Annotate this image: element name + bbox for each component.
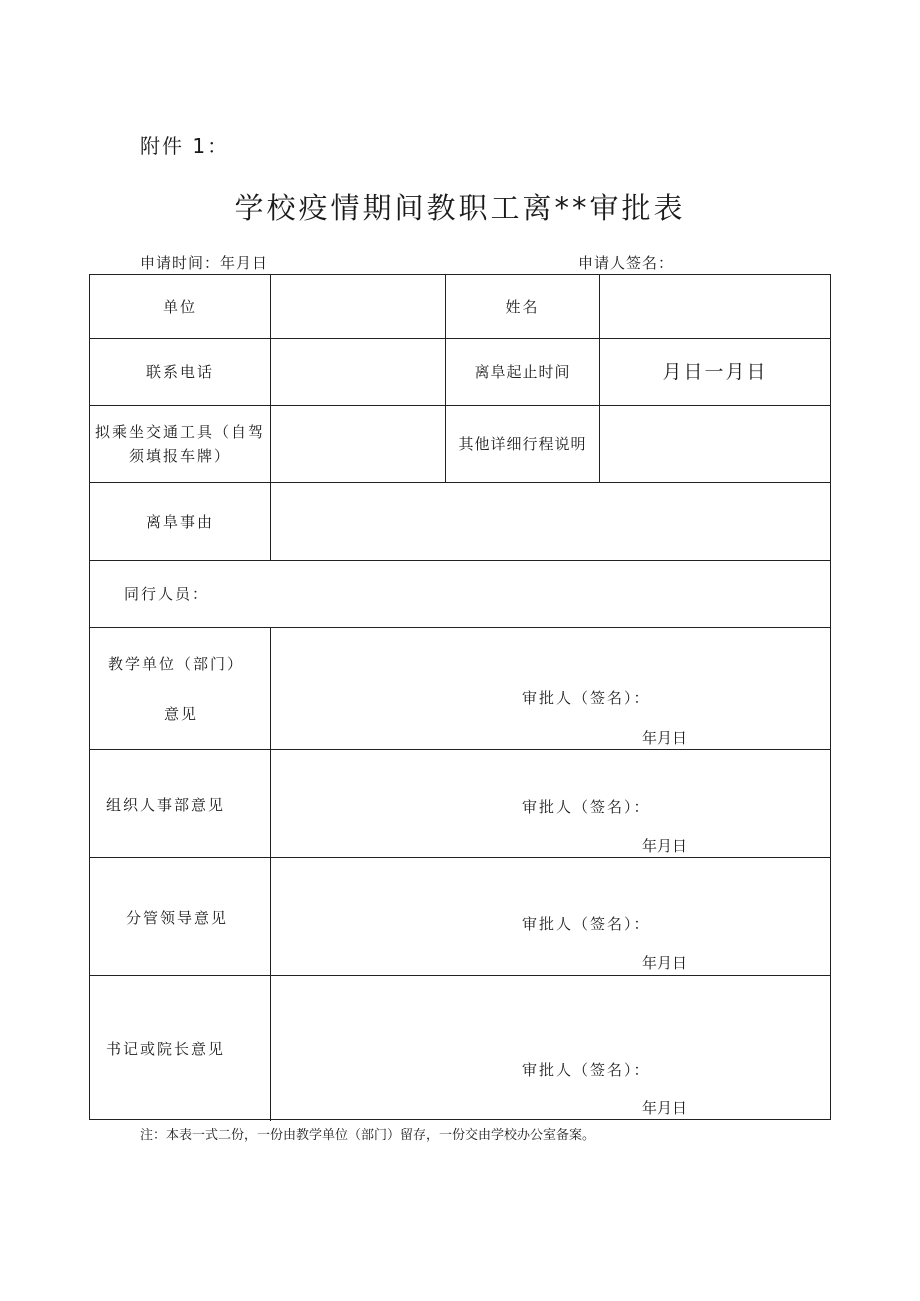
apply-time: 申请时间：年月日 bbox=[140, 254, 269, 272]
approval-table bbox=[89, 274, 831, 1120]
teaching-unit-opinion-label-2: 意见 bbox=[164, 705, 199, 723]
leave-period-value[interactable]: 月日一月日 bbox=[662, 360, 768, 383]
teaching-unit-opinion-label: 教学单位（部门） bbox=[108, 655, 245, 673]
form-title: 学校疫情期间教职工离**审批表 bbox=[234, 191, 686, 225]
approver-signature: 审批人（签名）： bbox=[522, 1061, 651, 1079]
itinerary-input[interactable] bbox=[600, 406, 830, 482]
applicant-signature: 申请人签名： bbox=[578, 254, 675, 272]
leader-opinion-label: 分管领导意见 bbox=[126, 909, 229, 927]
companions-label: 同行人员： bbox=[124, 585, 210, 603]
unit-input[interactable] bbox=[271, 275, 445, 338]
row-divider bbox=[90, 627, 830, 628]
row-divider bbox=[90, 857, 830, 858]
name-label: 姓名 bbox=[505, 297, 540, 316]
attachment-label: 附件 1： bbox=[140, 134, 230, 158]
name-input[interactable] bbox=[600, 275, 830, 338]
approval-date: 年月日 bbox=[642, 954, 688, 972]
approval-date: 年月日 bbox=[642, 1099, 688, 1117]
approval-date: 年月日 bbox=[642, 729, 688, 747]
phone-input[interactable] bbox=[271, 339, 445, 405]
transport-label: 拟乘坐交通工具（自驾须填报车牌） bbox=[94, 423, 265, 465]
row-divider bbox=[90, 560, 830, 561]
phone-label: 联系电话 bbox=[145, 363, 214, 381]
approver-signature: 审批人（签名）： bbox=[522, 798, 651, 816]
approval-date: 年月日 bbox=[642, 837, 688, 855]
reason-label: 离阜事由 bbox=[145, 512, 214, 531]
col-divider bbox=[270, 627, 271, 1121]
approver-signature: 审批人（签名）： bbox=[522, 689, 651, 707]
row-divider bbox=[90, 749, 830, 750]
approver-signature: 审批人（签名）： bbox=[522, 915, 651, 933]
president-opinion-label: 书记或院长意见 bbox=[106, 1040, 226, 1058]
reason-input[interactable] bbox=[271, 483, 830, 560]
itinerary-label: 其他详细行程说明 bbox=[458, 435, 587, 453]
unit-label: 单位 bbox=[162, 297, 197, 316]
hr-opinion-label: 组织人事部意见 bbox=[106, 796, 226, 814]
transport-input[interactable] bbox=[271, 406, 445, 482]
footer-note: 注：本表一式二份，一份由教学单位（部门）留存，一份交由学校办公室备案。 bbox=[140, 1128, 596, 1143]
row-divider bbox=[90, 975, 830, 976]
leave-period-label: 离阜起止时间 bbox=[474, 363, 571, 381]
